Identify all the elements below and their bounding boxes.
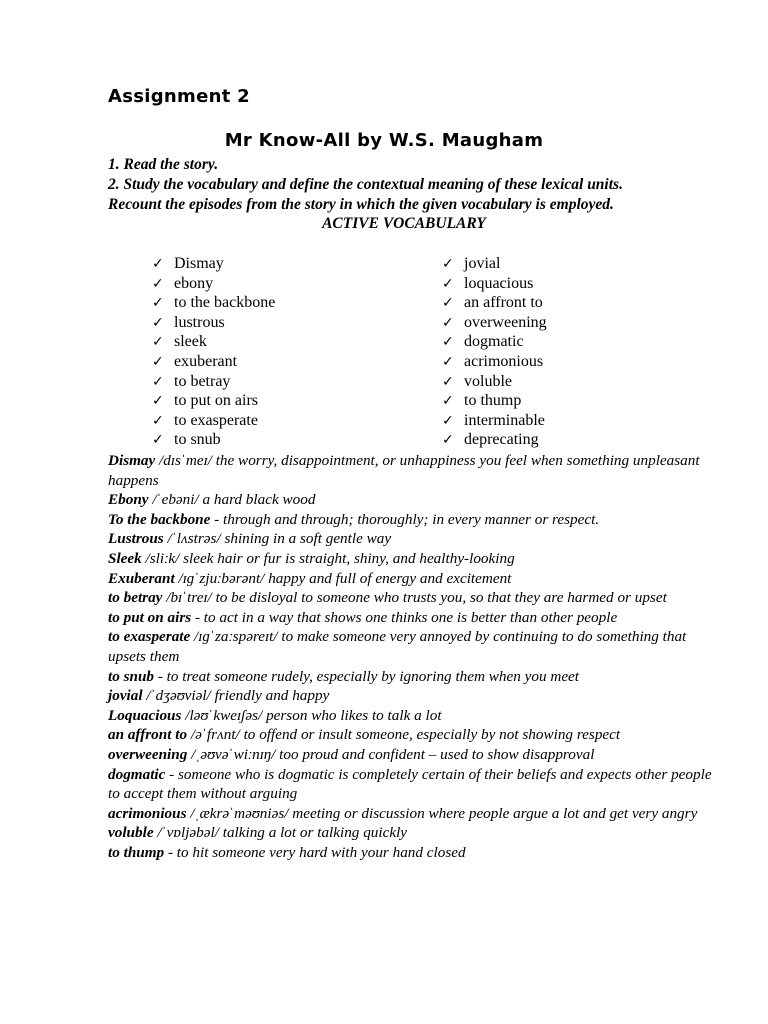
definition-entry bbox=[108, 765, 718, 804]
definition-entry bbox=[108, 549, 718, 569]
definition-term: Ebony bbox=[108, 491, 149, 509]
checkmark-icon: ✓ bbox=[442, 256, 454, 272]
definitions-list bbox=[108, 451, 718, 862]
definition-text: /ˈebəni/ a hard black wood bbox=[148, 491, 316, 509]
definition-text: - to treat someone rudely, especially by ignoring them when you meet bbox=[154, 667, 580, 685]
definition-term: dogmatic bbox=[108, 765, 166, 783]
checkmark-icon: ✓ bbox=[442, 295, 454, 312]
definition-term: Exuberant bbox=[108, 569, 175, 587]
vocabulary-list-left bbox=[152, 254, 275, 450]
definition-term: Lustrous bbox=[108, 530, 164, 548]
definition-entry bbox=[108, 823, 718, 843]
definition-entry bbox=[108, 706, 718, 726]
checkmark-icon: ✓ bbox=[442, 432, 454, 449]
checkmark-icon: ✓ bbox=[442, 393, 454, 410]
vocabulary-word: overweening bbox=[464, 313, 547, 331]
vocabulary-word: lustrous bbox=[174, 313, 225, 331]
checkmark-icon: ✓ bbox=[152, 393, 164, 410]
checkmark-icon: ✓ bbox=[152, 275, 164, 292]
definition-text: /ləʊˈkweɪʃəs/ person who likes to talk a lot bbox=[181, 706, 442, 724]
definition-entry bbox=[108, 804, 718, 824]
vocabulary-word: ebony bbox=[174, 274, 214, 292]
definition-term: to exasperate bbox=[108, 628, 191, 646]
vocabulary-item bbox=[442, 411, 547, 431]
vocabulary-heading: ACTIVE VOCABULARY bbox=[322, 215, 486, 232]
definition-term: To the backbone bbox=[108, 510, 211, 528]
definition-entry bbox=[108, 608, 718, 628]
assignment-heading: Assignment 2 bbox=[108, 86, 251, 107]
definition-term: voluble bbox=[108, 824, 154, 842]
definition-entry bbox=[108, 588, 718, 608]
vocabulary-word: dogmatic bbox=[464, 333, 524, 351]
task-study: 2. Study the vocabulary and define the contextual meaning of these lexical units. bbox=[108, 176, 623, 193]
vocabulary-word: exuberant bbox=[174, 352, 238, 370]
vocabulary-item bbox=[442, 313, 547, 333]
definition-term: an affront to bbox=[108, 726, 188, 744]
definition-entry bbox=[108, 686, 718, 706]
definition-entry bbox=[108, 745, 718, 765]
checkmark-icon: ✓ bbox=[442, 314, 454, 331]
vocabulary-item bbox=[442, 293, 547, 313]
vocabulary-item bbox=[442, 391, 547, 411]
vocabulary-word: sleek bbox=[174, 333, 207, 351]
vocabulary-word: to put on airs bbox=[174, 392, 258, 410]
definition-entry bbox=[108, 451, 718, 490]
definition-term: Sleek bbox=[108, 549, 142, 567]
definition-term: to snub bbox=[108, 667, 155, 685]
definition-term: jovial bbox=[108, 687, 143, 705]
vocabulary-item bbox=[152, 254, 275, 274]
vocabulary-item bbox=[442, 372, 547, 392]
checkmark-icon: ✓ bbox=[152, 353, 164, 370]
definition-entry bbox=[108, 667, 718, 687]
definition-entry bbox=[108, 529, 718, 549]
definition-term: to put on airs bbox=[108, 608, 192, 626]
definition-text: - someone who is dogmatic is completely certain of their beliefs and expects other people to accept them without arguing bbox=[108, 765, 712, 803]
definition-text: - to hit someone very hard with your hand closed bbox=[164, 843, 466, 861]
task-read: 1. Read the story. bbox=[108, 156, 219, 173]
vocabulary-word: an affront to bbox=[464, 294, 543, 312]
vocabulary-word: acrimonious bbox=[464, 352, 544, 370]
definition-text: /ˈvɒljəbəl/ talking a lot or talking quickly bbox=[153, 824, 408, 842]
vocabulary-word: voluble bbox=[464, 372, 512, 390]
vocabulary-word: to the backbone bbox=[174, 294, 276, 312]
vocabulary-item bbox=[442, 274, 547, 294]
definition-term: Dismay bbox=[108, 452, 156, 469]
checkmark-icon: ✓ bbox=[152, 373, 164, 390]
checkmark-icon: ✓ bbox=[152, 412, 164, 429]
definition-text: /ɪɡˈzjuːbərənt/ happy and full of energy and excitement bbox=[174, 569, 512, 587]
definition-entry bbox=[108, 490, 718, 510]
definition-term: acrimonious bbox=[108, 804, 187, 822]
vocabulary-word: to thump bbox=[464, 392, 522, 410]
vocabulary-item bbox=[152, 274, 275, 294]
vocabulary-item bbox=[152, 352, 275, 372]
checkmark-icon: ✓ bbox=[442, 353, 454, 370]
vocabulary-word: interminable bbox=[464, 411, 545, 429]
vocabulary-word: Dismay bbox=[174, 255, 224, 272]
definition-text: /ˈdʒəʊviəl/ friendly and happy bbox=[142, 687, 330, 705]
checkmark-icon: ✓ bbox=[152, 295, 164, 312]
checkmark-icon: ✓ bbox=[442, 275, 454, 292]
definition-text: /ˈlʌstrəs/ shining in a soft gentle way bbox=[163, 530, 392, 548]
vocabulary-word: to betray bbox=[174, 372, 231, 390]
checkmark-icon: ✓ bbox=[442, 334, 454, 351]
vocabulary-word: deprecating bbox=[464, 431, 539, 449]
vocabulary-item bbox=[152, 430, 275, 450]
vocabulary-item bbox=[152, 293, 275, 313]
vocabulary-item bbox=[442, 430, 547, 450]
vocabulary-item bbox=[152, 313, 275, 333]
vocabulary-item bbox=[442, 352, 547, 372]
checkmark-icon: ✓ bbox=[152, 256, 164, 272]
definition-text: /bɪˈtreɪ/ to be disloyal to someone who trusts you, so that they are harmed or upset bbox=[162, 589, 667, 607]
vocabulary-item bbox=[442, 254, 547, 274]
checkmark-icon: ✓ bbox=[442, 412, 454, 429]
task-recount: Recount the episodes from the story in which the given vocabulary is employed. bbox=[108, 196, 614, 213]
definition-term: overweening bbox=[108, 745, 188, 763]
definition-term: Loquacious bbox=[108, 706, 182, 724]
definition-entry bbox=[108, 627, 718, 666]
definition-entry bbox=[108, 843, 718, 863]
vocabulary-item bbox=[442, 332, 547, 352]
definition-entry bbox=[108, 725, 718, 745]
definition-text: - to act in a way that shows one thinks one is better than other people bbox=[191, 608, 618, 626]
vocabulary-word: loquacious bbox=[464, 274, 534, 292]
vocabulary-word: to snub bbox=[174, 431, 221, 449]
vocabulary-item bbox=[152, 332, 275, 352]
vocabulary-word: jovial bbox=[464, 255, 501, 272]
definition-entry bbox=[108, 510, 718, 530]
checkmark-icon: ✓ bbox=[442, 373, 454, 390]
definition-text: /ɪɡˈzaːspəreɪt/ to make someone very annoyed by continuing to do something that upsets them bbox=[108, 628, 687, 665]
definition-term: to thump bbox=[108, 843, 165, 861]
definition-text: /dɪsˈmeɪ/ the worry, disappointment, or unhappiness you feel when something unpleasant happens bbox=[108, 452, 700, 489]
checkmark-icon: ✓ bbox=[152, 314, 164, 331]
vocabulary-item bbox=[152, 372, 275, 392]
definition-text: /sliːk/ sleek hair or fur is straight, shiny, and healthy-looking bbox=[141, 549, 515, 567]
definition-term: to betray bbox=[108, 589, 163, 607]
vocabulary-item bbox=[152, 391, 275, 411]
definition-text: - through and through; thoroughly; in every manner or respect. bbox=[210, 510, 600, 528]
definition-text: /ˌəʊvəˈwiːnɪŋ/ too proud and confident – used to show disapproval bbox=[187, 745, 595, 763]
definition-entry bbox=[108, 569, 718, 589]
definition-text: /əˈfrʌnt/ to offend or insult someone, especially by not showing respect bbox=[187, 726, 621, 744]
checkmark-icon: ✓ bbox=[152, 334, 164, 351]
vocabulary-item bbox=[152, 411, 275, 431]
checkmark-icon: ✓ bbox=[152, 432, 164, 449]
vocabulary-list-right bbox=[442, 254, 547, 450]
definition-text: /ˌækrəˈməʊniəs/ meeting or discussion where people argue a lot and get very angry bbox=[186, 804, 698, 822]
vocabulary-word: to exasperate bbox=[174, 411, 258, 429]
story-title: Mr Know-All by W.S. Maugham bbox=[224, 130, 544, 151]
